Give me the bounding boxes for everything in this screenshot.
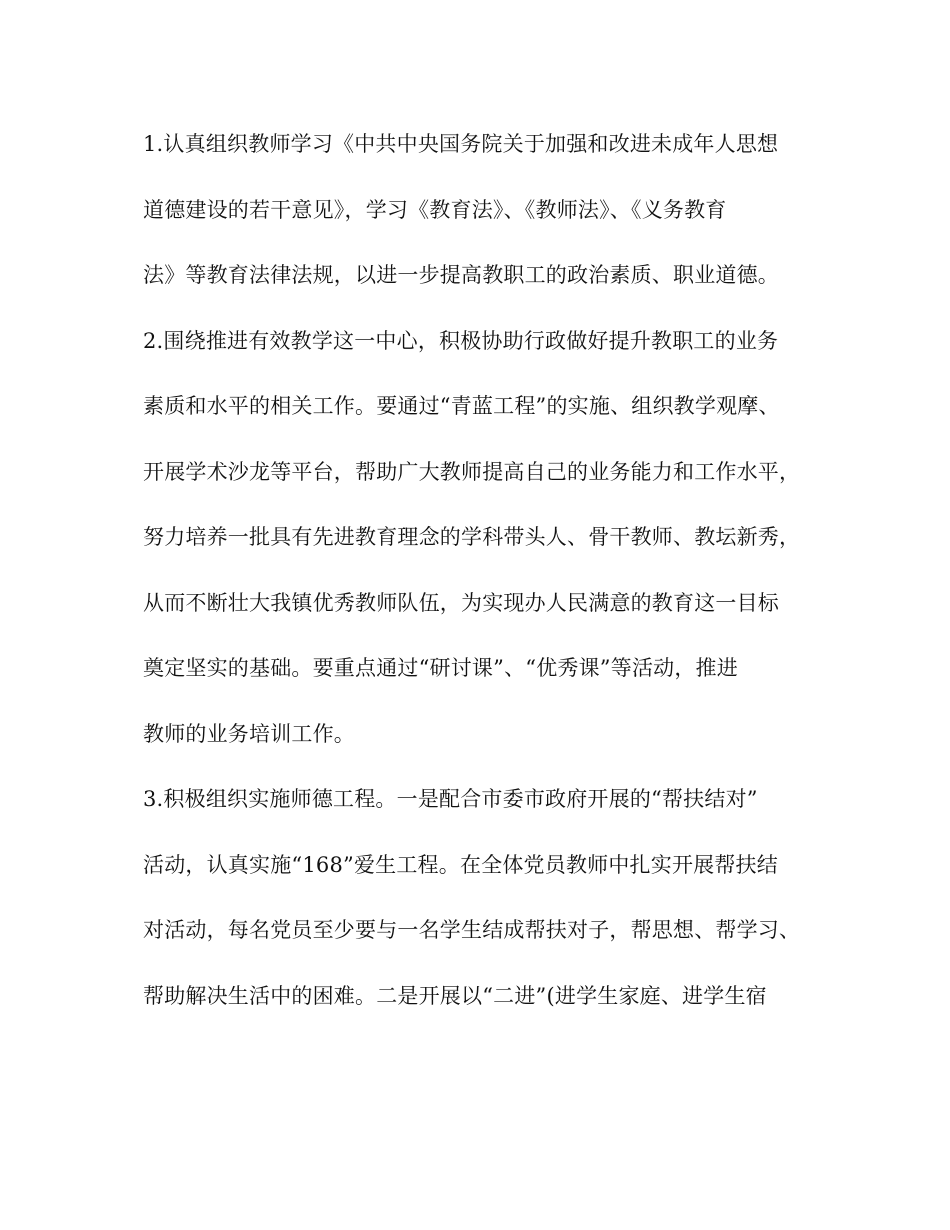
text-line: 努力培养一批具有先进教育理念的学科带头人、骨干教师、教坛新秀， <box>143 525 801 549</box>
text-line: 道德建设的若干意见》，学习《教育法》、《教师法》、《义务教育 <box>143 197 727 222</box>
text-line: 教师的业务培训工作。 <box>143 721 355 746</box>
text-line: 法》等教育法律法规，以进一步提高教职工的政治素质、职业道德。 <box>143 263 779 287</box>
text-line: 开展学术沙龙等平台，帮助广大教师提高自己的业务能力和工作水平， <box>143 459 801 484</box>
text-line: 奠定坚实的基础。要重点通过“研讨课”、“优秀课”等活动，推进 <box>143 656 738 680</box>
text-line: 活动，认真实施“168”爱生工程。在全体党员教师中扎实开展帮扶结 <box>143 852 778 877</box>
document-body <box>143 122 823 1039</box>
text-line: 从而不断壮大我镇优秀教师队伍，为实现办人民满意的教育这一目标 <box>143 590 779 615</box>
text-line: 1.认真组织教师学习《中共中央国务院关于加强和改进未成年人思想 <box>143 132 779 156</box>
text-line: 帮助解决生活中的困难。二是开展以“二进”(进学生家庭、进学生宿 <box>143 983 767 1008</box>
text-line: 素质和水平的相关工作。要通过“青蓝工程”的实施、组织教学观摩、 <box>143 394 780 418</box>
text-line: 2.围绕推进有效教学这一中心，积极协助行政做好提升教职工的业务 <box>143 328 779 353</box>
text-line: 对活动，每名党员至少要与一名学生结成帮扶对子，帮思想、帮学习、 <box>143 918 801 942</box>
text-line: 3.积极组织实施师德工程。一是配合市委市政府开展的“帮扶结对” <box>143 787 758 811</box>
